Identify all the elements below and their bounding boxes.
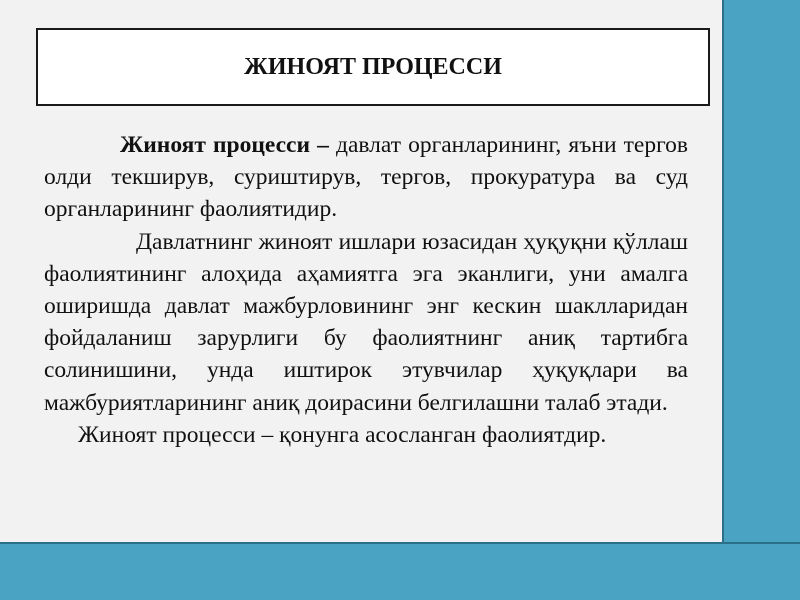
slide-title: ЖИНОЯТ ПРОЦЕССИ	[244, 53, 502, 80]
right-accent-bar	[722, 0, 800, 542]
title-box	[36, 28, 710, 106]
paragraph-conclusion: Жиноят процесси – қонунга асосланган фаолиятдир.	[78, 421, 607, 448]
slide-body	[44, 129, 688, 451]
paragraph-explanation: Давлатнинг жиноят ишлари юзасидан ҳуқуқни қўллаш фаолиятининг алоҳида аҳамиятга эга эканлиги, уни амалга оширишда давлат мажбурловининг энг кескин шаклларидан фойдаланиш зарурлиги бу фаолиятнинг аниқ тартибга солинишини, унда иштирок этувчилар ҳуқуқлари ва мажбуриятларининг аниқ доирасини белгилашни талаб этади.	[44, 228, 688, 416]
bold-term: Жиноят процесси –	[120, 132, 329, 158]
paragraph-text: давлат органларининг, яъни тергов олди текширув, суриштирув, тергов, прокуратура ва суд органларининг фаолиятидир.	[44, 132, 688, 223]
bottom-accent-bar	[0, 542, 800, 600]
paragraph-definition	[44, 129, 688, 226]
